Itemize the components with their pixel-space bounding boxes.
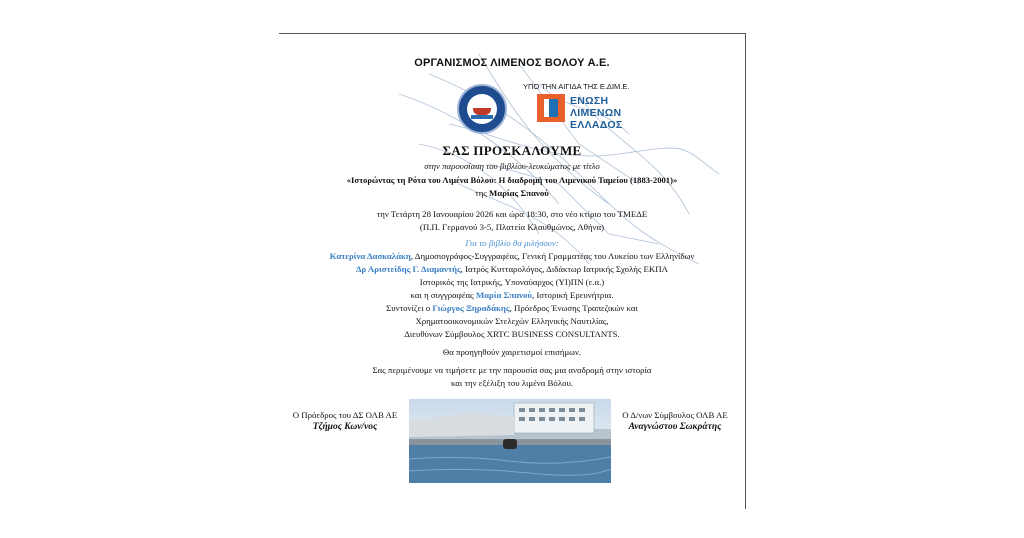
author-line	[279, 188, 745, 198]
invitation-heading: ΣΑΣ ΠΡΟΣΚΑΛΟΥΜΕ	[442, 143, 582, 158]
speakers-heading: Για το βιβλίο θα μιλήσουν:	[465, 238, 559, 248]
signature-name: Αναγνώστου Σωκράτης	[628, 422, 722, 432]
signature-name: Τζήμος Κων/νος	[312, 422, 378, 432]
author-prefix: της	[475, 188, 487, 198]
moderator-line	[279, 303, 745, 313]
intro-text: στην παρουσίαση του βιβλίου-λευκώματος με τίτλο	[424, 161, 600, 171]
port-photo-illustration	[409, 399, 611, 483]
text: , Πρόεδρος Ένωσης Τραπεζικών και	[509, 303, 638, 313]
speaker-line	[279, 264, 745, 274]
text: , Ιστορική Ερευνήτρια.	[531, 290, 614, 300]
signature-role: Ο Δ/νων Σύμβουλος ΟΛΒ ΑΕ	[622, 410, 728, 420]
signature-ceo	[613, 410, 737, 432]
speaker-desc: , Ιατρός Κυτταρολόγος, Διδάκτωρ Ιατρικής Σχολής ΕΚΠΑ	[460, 264, 668, 274]
speaker-name: Κατερίνα Δασκαλάκη	[329, 251, 411, 261]
signature-role: Ο Πρόεδρος του ΔΣ ΟΛΒ ΑΕ	[292, 410, 398, 420]
moderator-line-cont: Χρηματοοικονομικών Στελεχών Ελληνικής Ναυτιλίας,	[415, 316, 609, 326]
union-logo-line: ΕΝΩΣΗ	[570, 95, 609, 107]
port-photo	[409, 399, 611, 483]
invitation-card	[279, 33, 746, 509]
port-seal-logo	[457, 84, 507, 134]
signature-president	[289, 410, 401, 432]
closing-text: και την εξέλιξη του λιμένα Βόλου.	[450, 378, 574, 388]
speaker-name: Μαρία Σπανού	[475, 290, 532, 300]
speaker-line-cont: Ιστορικός της Ιατρικής, Υποναύαρχος (ΥΙ)ΠΝ (ε.α.)	[419, 277, 605, 287]
speaker-name: Δρ Αριστείδης Γ. Διαμαντής	[356, 264, 461, 274]
bollard-icon	[503, 439, 517, 449]
date-line: την Τετάρτη 28 Ιανουαρίου 2026 και ώρα 18:30, στο νέο κτίριο του ΤΜΕΔΕ	[376, 209, 648, 219]
union-logo-line: ΛΙΜΕΝΩΝ	[570, 107, 622, 119]
speaker-line	[279, 251, 745, 261]
greetings-text: Θα προηγηθούν χαιρετισμοί επισήμων.	[442, 347, 582, 357]
address-line: (Π.Π. Γερμανού 3-5, Πλατεία Κλαυθμώνος, Αθήνα)	[419, 222, 605, 232]
speaker-desc: , Δημοσιογράφος-Συγγραφέας, Γενική Γραμματέας του Λυκείου των Ελληνίδων	[410, 251, 695, 261]
organization-name: ΟΡΓΑΝΙΣΜΟΣ ΛΙΜΕΝΟΣ ΒΟΛΟΥ Α.Ε.	[414, 57, 610, 69]
text: Συντονίζει ο	[386, 303, 433, 313]
union-of-ports-logo	[537, 94, 565, 122]
auspices-text: ΥΠΟ ΤΗΝ ΑΙΓΙΔΑ ΤΗΣ Ε.ΔΙΜ.Ε.	[523, 82, 630, 91]
moderator-line-cont: Διευθύνων Σύμβουλος XRTC BUSINESS CONSULTANTS.	[404, 329, 620, 339]
union-logo-line: ΕΛΛΑΔΟΣ	[570, 119, 623, 131]
book-title: «Ιστορώντας τη Ρότα του Λιμένα Βόλου: Η διαδρομή του Λιμενικού Ταμείου (1883-2001)»	[346, 175, 678, 185]
closing-text: Σας περιμένουμε να τιμήσετε με την παρουσία σας μια αναδρομή στην ιστορία	[372, 365, 652, 375]
author-speaker-line	[279, 290, 745, 300]
ship-icon	[473, 108, 491, 115]
author-name: Μαρίας Σπανού	[488, 188, 549, 198]
text: και η συγγραφέας	[410, 290, 476, 300]
moderator-name: Γιώργος Ξηραδάκης	[432, 303, 510, 313]
